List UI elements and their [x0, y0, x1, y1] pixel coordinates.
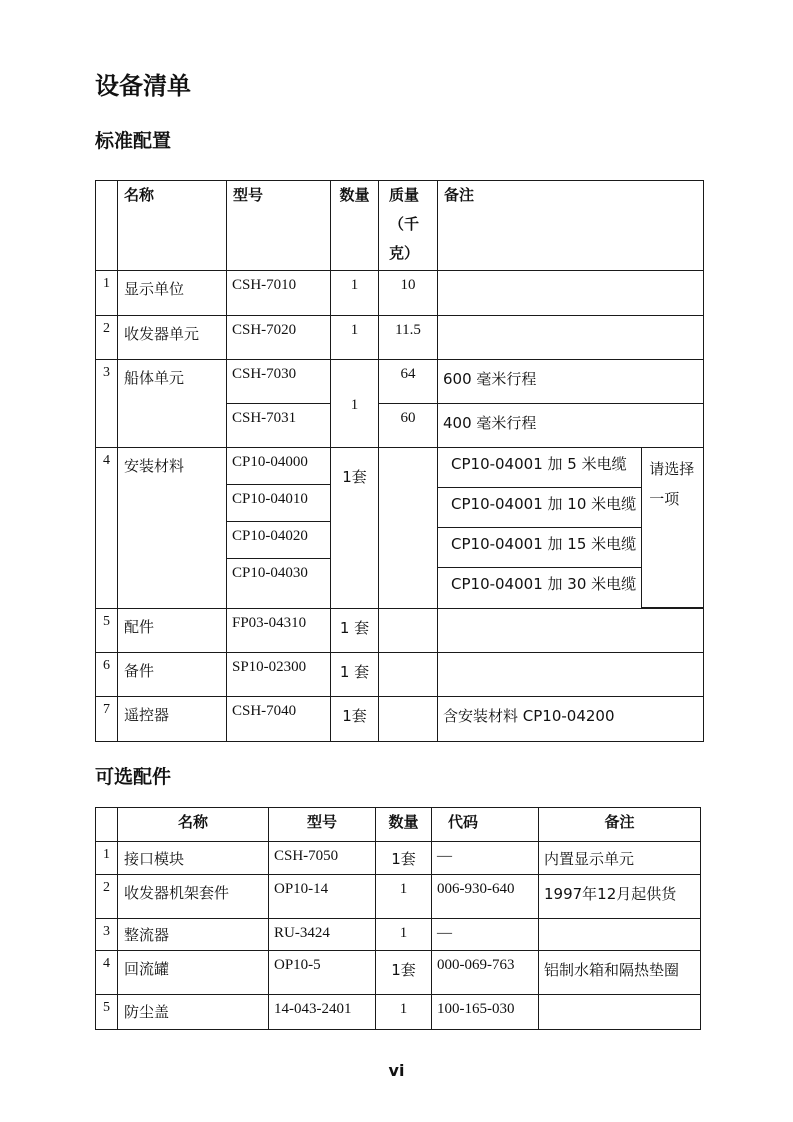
- table-row: 4 安装材料 CP10-04000 CP10-04010 CP10-04020 CP10-04030 1套 CP10-04001 加 5 米电缆 请选择一项 CP10-04001 加 10 米电缆 CP10-04001 加 15 米电缆 CP10-04001 加 30 米电缆: [96, 448, 704, 609]
- optional-heading: 可选配件: [95, 766, 172, 788]
- select-note: 请选择一项: [642, 448, 703, 607]
- table-row: 5 配件 FP03-04310 1 套: [96, 608, 704, 652]
- table-row: 3 船体单元 CSH-7030 1 64 600 毫米行程: [96, 360, 704, 404]
- page-number: vi: [388, 1061, 405, 1080]
- table-row: 1 接口模块 CSH-7050 1套 — 内置显示单元: [96, 842, 701, 875]
- table-row: 2 收发器单元 CSH-7020 1 11.5: [96, 316, 704, 360]
- table-row: 1 显示单位 CSH-7010 1 10: [96, 271, 704, 316]
- standard-heading: 标准配置: [95, 130, 172, 152]
- header-mass: 质量（千克）: [379, 181, 438, 271]
- table-header-row: 名称 型号 数量 代码 备注: [96, 808, 701, 842]
- table-row: 3 整流器 RU-3424 1 —: [96, 919, 701, 951]
- table-row: 2 收发器机架套件 OP10-14 1 006-930-640 1997年12月起供货: [96, 875, 701, 919]
- page-title: 设备清单: [95, 72, 191, 100]
- table-row: 5 防尘盖 14-043-2401 1 100-165-030: [96, 995, 701, 1030]
- header-name: 名称: [118, 181, 227, 271]
- optional-table: [95, 807, 701, 1030]
- header-model: 型号: [227, 181, 331, 271]
- table-row: 7 遥控器 CSH-7040 1套 含安装材料 CP10-04200: [96, 696, 704, 741]
- header-remarks: 备注: [438, 181, 704, 271]
- table-row: CSH-7031 60 400 毫米行程: [96, 404, 704, 448]
- header-qty: 数量: [331, 181, 379, 271]
- standard-table: [95, 180, 704, 742]
- table-header-row: [96, 181, 704, 271]
- table-row: 6 备件 SP10-02300 1 套: [96, 652, 704, 696]
- table-row: 4 回流罐 OP10-5 1套 000-069-763 铝制水箱和隔热垫圈: [96, 951, 701, 995]
